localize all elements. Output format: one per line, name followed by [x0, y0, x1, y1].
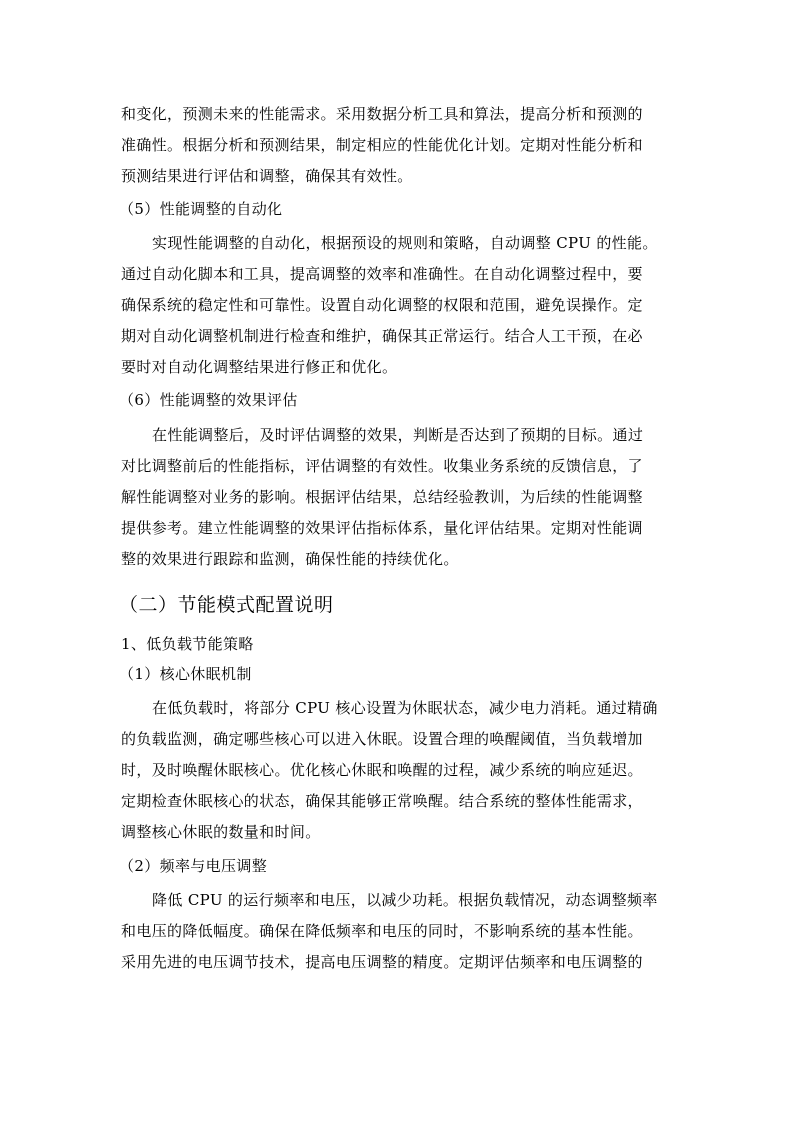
- section-item-heading: 1、低负载节能策略: [121, 635, 254, 653]
- paragraph-line: 提供参考。建立性能调整的效果评估指标体系，量化评估结果。定期对性能调: [121, 519, 643, 537]
- paragraph-line: 要时对自动化调整结果进行修正和优化。: [121, 358, 398, 376]
- paragraph-line: 采用先进的电压调节技术，提高电压调整的精度。定期评估频率和电压调整的: [121, 953, 643, 971]
- paragraph-line: 和电压的降低幅度。确保在降低频率和电压的同时，不影响系统的基本性能。: [121, 922, 643, 940]
- paragraph-line: 时，及时唤醒休眠核心。优化核心休眠和唤醒的过程，减少系统的响应延迟。: [121, 761, 643, 779]
- paragraph-line: 对比调整前后的性能指标，评估调整的有效性。收集业务系统的反馈信息，了: [121, 457, 643, 475]
- paragraph-line: 在性能调整后，及时评估调整的效果，判断是否达到了预期的目标。通过: [152, 426, 644, 444]
- paragraph-line: 通过自动化脚本和工具，提高调整的效率和准确性。在自动化调整过程中，要: [121, 265, 643, 283]
- paragraph-line: 期对自动化调整机制进行检查和维护，确保其正常运行。结合人工干预，在必: [121, 327, 643, 345]
- subheading-2: （2）频率与电压调整: [119, 857, 268, 875]
- paragraph-line: 在低负载时，将部分 CPU 核心设置为休眠状态，减少电力消耗。通过精确: [152, 699, 658, 717]
- paragraph-line: 准确性。根据分析和预测结果，制定相应的性能优化计划。定期对性能分析和: [121, 136, 643, 154]
- paragraph-line: 降低 CPU 的运行频率和电压，以减少功耗。根据负载情况，动态调整频率: [152, 891, 658, 909]
- paragraph-line: 定期检查休眠核心的状态，确保其能够正常唤醒。结合系统的整体性能需求，: [121, 792, 643, 810]
- subheading-6: （6）性能调整的效果评估: [119, 391, 298, 409]
- paragraph-line: 实现性能调整的自动化，根据预设的规则和策略，自动调整 CPU 的性能。: [152, 234, 658, 252]
- paragraph-line: 的负载监测，确定哪些核心可以进入休眠。设置合理的唤醒阈值，当负载增加: [121, 730, 643, 748]
- paragraph-line: 调整核心休眠的数量和时间。: [121, 823, 321, 841]
- subheading-5: （5）性能调整的自动化: [119, 200, 283, 218]
- paragraph-line: 预测结果进行评估和调整，确保其有效性。: [121, 167, 413, 185]
- section-heading: （二）节能模式配置说明: [119, 594, 334, 616]
- paragraph-line: 确保系统的稳定性和可靠性。设置自动化调整的权限和范围，避免误操作。定: [121, 296, 643, 314]
- paragraph-line: 整的效果进行跟踪和监测，确保性能的持续优化。: [121, 550, 459, 568]
- paragraph-line: 和变化，预测未来的性能需求。采用数据分析工具和算法，提高分析和预测的: [121, 105, 643, 123]
- paragraph-line: 解性能调整对业务的影响。根据评估结果，总结经验教训，为后续的性能调整: [121, 488, 643, 506]
- subheading-1: （1）核心休眠机制: [119, 665, 252, 683]
